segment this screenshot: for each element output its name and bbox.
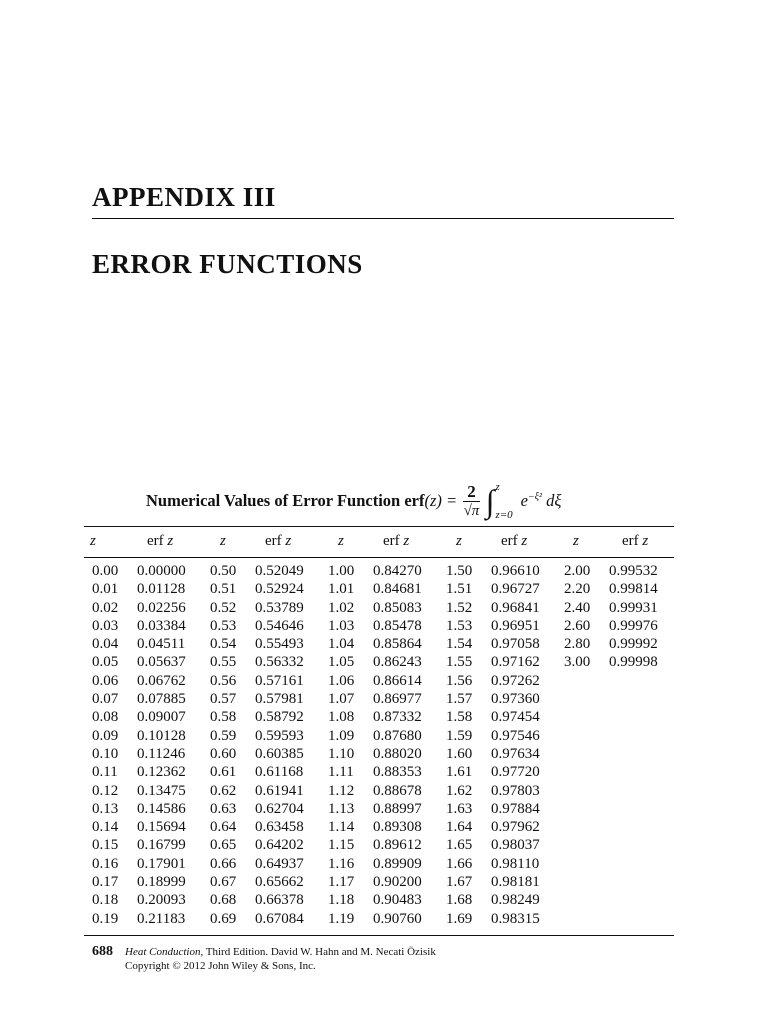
formula-numerator: 2: [463, 483, 480, 502]
z-cell: 0.65: [210, 837, 237, 854]
z-cell: 2.00: [564, 563, 591, 579]
erf-cell: 0.61168: [255, 764, 304, 781]
header-erf: [383, 533, 409, 550]
erf-column: [491, 562, 540, 928]
copyright-line: Copyright © 2012 John Wiley & Sons, Inc.: [125, 960, 316, 972]
z-cell: 1.52: [446, 599, 473, 616]
z-cell: 2.20: [564, 581, 591, 598]
erf-cell: 0.97803: [491, 782, 540, 799]
erf-cell: 0.98315: [491, 910, 540, 927]
erf-cell: 0.97454: [491, 709, 540, 726]
erf-cell: 0.01128: [137, 581, 186, 598]
z-cell: 1.10: [328, 745, 355, 762]
title-rule: [92, 218, 674, 219]
z-cell: 1.51: [446, 581, 473, 598]
erf-cell: 0.90200: [373, 874, 422, 891]
z-cell: 0.11: [92, 764, 118, 781]
erf-cell: 0.64202: [255, 837, 304, 854]
erf-cell: 0.13475: [137, 782, 186, 799]
z-cell: 0.16: [92, 855, 119, 872]
integral-limits: [495, 481, 512, 521]
z-cell: 0.55: [210, 654, 237, 671]
erf-cell: 0.89909: [373, 855, 422, 872]
header-erf: [265, 533, 291, 550]
z-cell: 0.52: [210, 599, 237, 616]
erf-cell: 0.86243: [373, 654, 422, 671]
erf-cell: 0.97360: [491, 691, 540, 708]
erf-cell: 0.20093: [137, 892, 186, 909]
erf-cell: 0.98249: [491, 892, 540, 909]
erf-cell: 0.16799: [137, 837, 186, 854]
header-erf-arg: z: [281, 533, 292, 549]
erf-cell: 0.05637: [137, 654, 186, 671]
z-cell: 0.50: [210, 563, 237, 579]
erf-cell: 0.97884: [491, 800, 540, 817]
z-cell: 0.05: [92, 654, 119, 671]
z-cell: 1.09: [328, 727, 355, 744]
erf-cell: 0.52049: [255, 563, 304, 579]
z-cell: 0.08: [92, 709, 119, 726]
z-cell: 0.56: [210, 672, 237, 689]
table-bottom-rule: [84, 935, 674, 936]
formula-denominator: √π: [463, 502, 480, 519]
z-cell: 1.00: [328, 563, 355, 579]
erf-cell: 0.96841: [491, 599, 540, 616]
z-cell: 1.55: [446, 654, 473, 671]
z-cell: 1.17: [328, 874, 355, 891]
erf-cell: 0.15694: [137, 819, 186, 836]
z-cell: 1.69: [446, 910, 473, 927]
header-z: z: [90, 533, 96, 549]
z-cell: 0.04: [92, 636, 119, 653]
z-cell: 0.14: [92, 819, 119, 836]
header-erf: [147, 533, 173, 550]
erf-cell: 0.84270: [373, 563, 422, 579]
erf-cell: 0.60385: [255, 745, 304, 762]
z-cell: 1.13: [328, 800, 355, 817]
erf-cell: 0.87680: [373, 727, 422, 744]
erf-cell: 0.99992: [609, 636, 658, 653]
erf-cell: 0.67084: [255, 910, 304, 927]
erf-cell: 0.97962: [491, 819, 540, 836]
z-cell: 1.11: [328, 764, 354, 781]
integral-sign: ∫: [485, 483, 495, 519]
erf-cell: 0.97162: [491, 654, 540, 671]
erf-cell: 0.99976: [609, 617, 658, 634]
z-cell: 0.01: [92, 581, 119, 598]
header-erf-arg: z: [638, 533, 649, 549]
erf-cell: 0.07885: [137, 691, 186, 708]
z-cell: 0.59: [210, 727, 237, 744]
chapter-title: ERROR FUNCTIONS: [92, 249, 363, 279]
z-cell: 2.40: [564, 599, 591, 616]
header-erf-arg: z: [517, 533, 528, 549]
z-cell: 3.00: [564, 654, 591, 671]
header-z: z: [573, 533, 579, 549]
z-cell: 0.63: [210, 800, 237, 817]
z-cell: 0.02: [92, 599, 119, 616]
z-cell: 1.57: [446, 691, 473, 708]
z-cell: 0.09: [92, 727, 119, 744]
z-cell: 0.13: [92, 800, 119, 817]
z-cell: 0.58: [210, 709, 237, 726]
z-cell: 1.53: [446, 617, 473, 634]
z-cell: 2.60: [564, 617, 591, 634]
z-cell: 0.53: [210, 617, 237, 634]
integrand-exponent: −ξ²: [528, 491, 543, 503]
z-cell: 1.03: [328, 617, 355, 634]
erf-cell: 0.21183: [137, 910, 186, 927]
erf-cell: 0.58792: [255, 709, 304, 726]
z-cell: 1.59: [446, 727, 473, 744]
header-erf: [622, 533, 648, 550]
erf-cell: 0.85083: [373, 599, 422, 616]
z-cell: 2.80: [564, 636, 591, 653]
formula-fraction: [463, 483, 480, 520]
erf-cell: 0.03384: [137, 617, 186, 634]
integral-lower-limit: z=0: [495, 509, 513, 521]
erf-cell: 0.96951: [491, 617, 540, 634]
erf-cell: 0.99931: [609, 599, 658, 616]
erf-cell: 0.59593: [255, 727, 304, 744]
erf-cell: 0.64937: [255, 855, 304, 872]
erf-cell: 0.97634: [491, 745, 540, 762]
erf-cell: 0.54646: [255, 617, 304, 634]
caption-arg: (z) =: [424, 491, 458, 510]
erf-cell: 0.88353: [373, 764, 422, 781]
erf-cell: 0.02256: [137, 599, 186, 616]
z-cell: 1.01: [328, 581, 355, 598]
erf-cell: 0.86614: [373, 672, 422, 689]
erf-cell: 0.96610: [491, 563, 540, 579]
header-erf-func: erf: [501, 533, 518, 549]
appendix-label: APPENDIX III: [92, 182, 276, 212]
erf-column: [137, 562, 186, 928]
erf-cell: 0.89308: [373, 819, 422, 836]
erf-cell: 0.89612: [373, 837, 422, 854]
z-cell: 1.56: [446, 672, 473, 689]
erf-cell: 0.84681: [373, 581, 422, 598]
erf-cell: 0.99532: [609, 563, 658, 579]
erf-cell: 0.97720: [491, 764, 540, 781]
z-cell: 1.61: [446, 764, 473, 781]
erf-cell: 0.57981: [255, 691, 304, 708]
z-cell: 1.63: [446, 800, 473, 817]
erf-cell: 0.98110: [491, 855, 540, 872]
erf-cell: 0.10128: [137, 727, 186, 744]
erf-cell: 0.62704: [255, 800, 304, 817]
z-column: [92, 562, 118, 928]
table-top-rule: [84, 526, 674, 527]
z-cell: 0.12: [92, 782, 119, 799]
erf-cell: 0.90483: [373, 892, 422, 909]
footer-credit: [125, 945, 436, 973]
z-cell: 1.04: [328, 636, 355, 653]
page-number: 688: [92, 944, 113, 959]
erf-cell: 0.66378: [255, 892, 304, 909]
formula-integral: [486, 481, 513, 521]
z-cell: 1.15: [328, 837, 355, 854]
erf-column: [609, 562, 658, 672]
z-cell: 1.19: [328, 910, 355, 927]
header-erf-func: erf: [265, 533, 282, 549]
erf-cell: 0.09007: [137, 709, 186, 726]
z-cell: 0.00: [92, 563, 119, 579]
erf-cell: 0.12362: [137, 764, 186, 781]
z-cell: 1.50: [446, 563, 473, 579]
z-column: [210, 562, 236, 928]
erf-cell: 0.85478: [373, 617, 422, 634]
header-erf-arg: z: [399, 533, 410, 549]
erf-cell: 0.98037: [491, 837, 540, 854]
erf-cell: 0.87332: [373, 709, 422, 726]
caption-text: Numerical Values of Error Function: [146, 491, 401, 510]
z-column: [328, 562, 354, 928]
z-column: [446, 562, 472, 928]
z-cell: 1.16: [328, 855, 355, 872]
z-cell: 1.05: [328, 654, 355, 671]
erf-cell: 0.85864: [373, 636, 422, 653]
erf-cell: 0.97262: [491, 672, 540, 689]
table-header-row: [0, 533, 768, 553]
book-title: Heat Conduction,: [125, 946, 204, 958]
z-cell: 0.57: [210, 691, 237, 708]
integrand-base: e: [520, 491, 528, 510]
z-cell: 0.03: [92, 617, 119, 634]
z-cell: 1.18: [328, 892, 355, 909]
z-cell: 1.54: [446, 636, 473, 653]
erf-cell: 0.17901: [137, 855, 186, 872]
erf-cell: 0.56332: [255, 654, 304, 671]
z-cell: 1.07: [328, 691, 355, 708]
header-erf-func: erf: [383, 533, 400, 549]
z-cell: 1.60: [446, 745, 473, 762]
z-cell: 1.08: [328, 709, 355, 726]
erf-cell: 0.53789: [255, 599, 304, 616]
z-cell: 1.58: [446, 709, 473, 726]
z-cell: 1.64: [446, 819, 473, 836]
z-cell: 0.18: [92, 892, 119, 909]
erf-cell: 0.88020: [373, 745, 422, 762]
erf-cell: 0.88997: [373, 800, 422, 817]
erf-cell: 0.18999: [137, 874, 186, 891]
z-cell: 0.15: [92, 837, 119, 854]
header-erf-arg: z: [163, 533, 174, 549]
formula-integrand: [521, 491, 562, 511]
table-caption: [146, 478, 561, 524]
z-cell: 0.61: [210, 764, 237, 781]
header-erf-func: erf: [147, 533, 164, 549]
erf-cell: 0.61941: [255, 782, 304, 799]
erf-cell: 0.90760: [373, 910, 422, 927]
header-erf-func: erf: [622, 533, 639, 549]
table-header-rule: [84, 557, 674, 558]
z-cell: 0.62: [210, 782, 237, 799]
z-cell: 0.69: [210, 910, 237, 927]
z-cell: 0.51: [210, 581, 237, 598]
z-cell: 1.12: [328, 782, 355, 799]
z-cell: 0.66: [210, 855, 237, 872]
z-cell: 0.68: [210, 892, 237, 909]
erf-cell: 0.97058: [491, 636, 540, 653]
header-erf: [501, 533, 527, 550]
z-column: [564, 562, 590, 672]
header-z: z: [456, 533, 462, 549]
z-cell: 0.17: [92, 874, 119, 891]
z-cell: 1.14: [328, 819, 355, 836]
erf-cell: 0.97546: [491, 727, 540, 744]
erf-cell: 0.88678: [373, 782, 422, 799]
erf-cell: 0.65662: [255, 874, 304, 891]
z-cell: 0.07: [92, 691, 119, 708]
integral-upper-limit: z: [495, 481, 500, 493]
z-cell: 1.62: [446, 782, 473, 799]
erf-cell: 0.11246: [137, 745, 186, 762]
header-z: z: [338, 533, 344, 549]
z-cell: 0.19: [92, 910, 119, 927]
erf-cell: 0.99998: [609, 654, 658, 671]
z-cell: 1.66: [446, 855, 473, 872]
integrand-differential: dξ: [542, 491, 562, 510]
edition-authors: Third Edition. David W. Hahn and M. Necati Özisik: [203, 946, 436, 958]
caption-func: erf: [404, 491, 425, 510]
erf-column: [373, 562, 422, 928]
z-cell: 0.10: [92, 745, 119, 762]
erf-cell: 0.63458: [255, 819, 304, 836]
z-cell: 0.67: [210, 874, 237, 891]
erf-cell: 0.14586: [137, 800, 186, 817]
z-cell: 1.06: [328, 672, 355, 689]
erf-cell: 0.98181: [491, 874, 540, 891]
z-cell: 1.67: [446, 874, 473, 891]
erf-cell: 0.06762: [137, 672, 186, 689]
erf-cell: 0.96727: [491, 581, 540, 598]
z-cell: 0.64: [210, 819, 237, 836]
z-cell: 0.06: [92, 672, 119, 689]
erf-cell: 0.55493: [255, 636, 304, 653]
z-cell: 1.68: [446, 892, 473, 909]
z-cell: 0.60: [210, 745, 237, 762]
erf-cell: 0.04511: [137, 636, 186, 653]
header-z: z: [220, 533, 226, 549]
erf-column: [255, 562, 304, 928]
erf-cell: 0.52924: [255, 581, 304, 598]
erf-cell: 0.00000: [137, 563, 186, 579]
z-cell: 0.54: [210, 636, 237, 653]
erf-cell: 0.57161: [255, 672, 304, 689]
z-cell: 1.02: [328, 599, 355, 616]
erf-cell: 0.99814: [609, 581, 658, 598]
z-cell: 1.65: [446, 837, 473, 854]
erf-cell: 0.86977: [373, 691, 422, 708]
